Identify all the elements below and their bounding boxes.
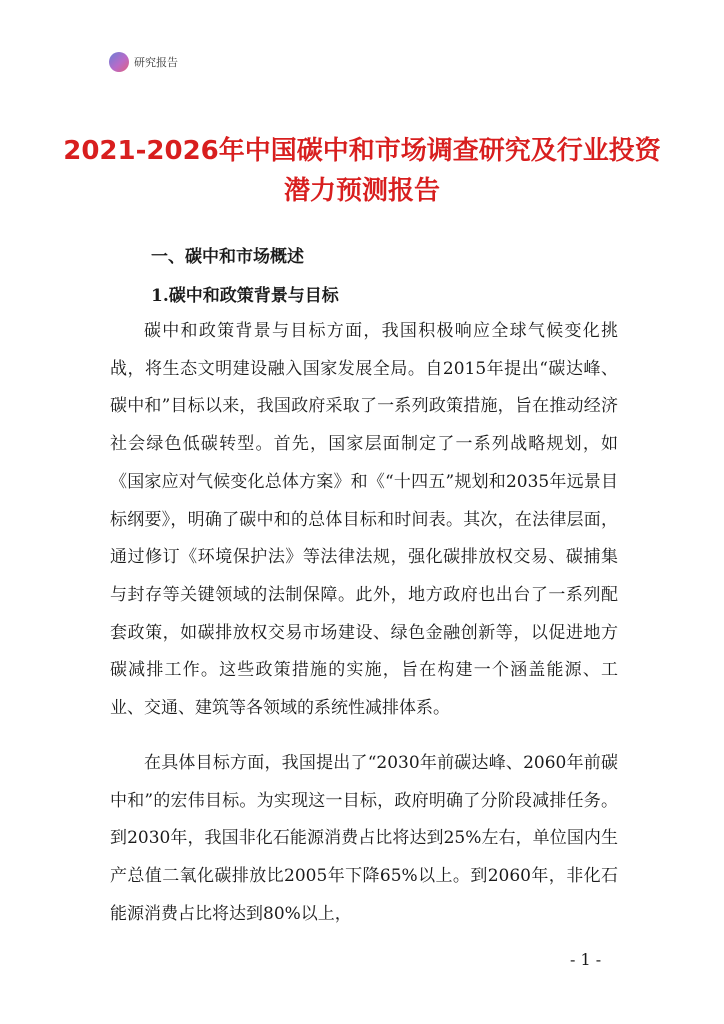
page-number: - 1 - — [570, 950, 602, 969]
paragraph: 在具体目标方面，我国提出了“2030年前碳达峰、2060年前碳中和”的宏伟目标。为实现这一目标，政府明确了分阶段减排任务。到2030年，我国非化石能源消费占比将达到25%左右，单位国内生产总值二氧化碳排放比2005年下降65%以上。到2060年，非化石能源消费占比将达到80%以上， — [110, 753, 618, 924]
header-logo — [109, 51, 178, 73]
sub-heading: 1.碳中和政策背景与目标 — [151, 286, 339, 306]
paragraph: 碳中和政策背景与目标方面，我国积极响应全球气候变化挑战，将生态文明建设融入国家发展全局。自2015年提出“碳达峰、碳中和”目标以来，我国政府采取了一系列政策措施，旨在推动经济社会绿色低碳转型。首先，国家层面制定了一系列战略规划，如《国家应对气候变化总体方案》和《“十四五”规划和2035年远景目标纲要》，明确了碳中和的总体目标和时间表。其次，在法律层面，通过修订《环境保护法》等法律法规，强化碳排放权交易、碳捕集与封存等关键领域的法制保障。此外，地方政府也出台了一系列配套政策，如碳排放权交易市场建设、绿色金融创新等，以促进地方碳减排工作。这些政策措施的实施，旨在构建一个涵盖能源、工业、交通、建筑等各领域的系统性减排体系。 — [110, 321, 618, 719]
report-logo-icon — [109, 52, 129, 72]
section-heading: 一、碳中和市场概述 — [151, 247, 304, 267]
logo-text: 研究报告 — [134, 56, 178, 69]
document-title: 2021-2026年中国碳中和市场调查研究及行业投资潜力预测报告 — [63, 136, 661, 206]
